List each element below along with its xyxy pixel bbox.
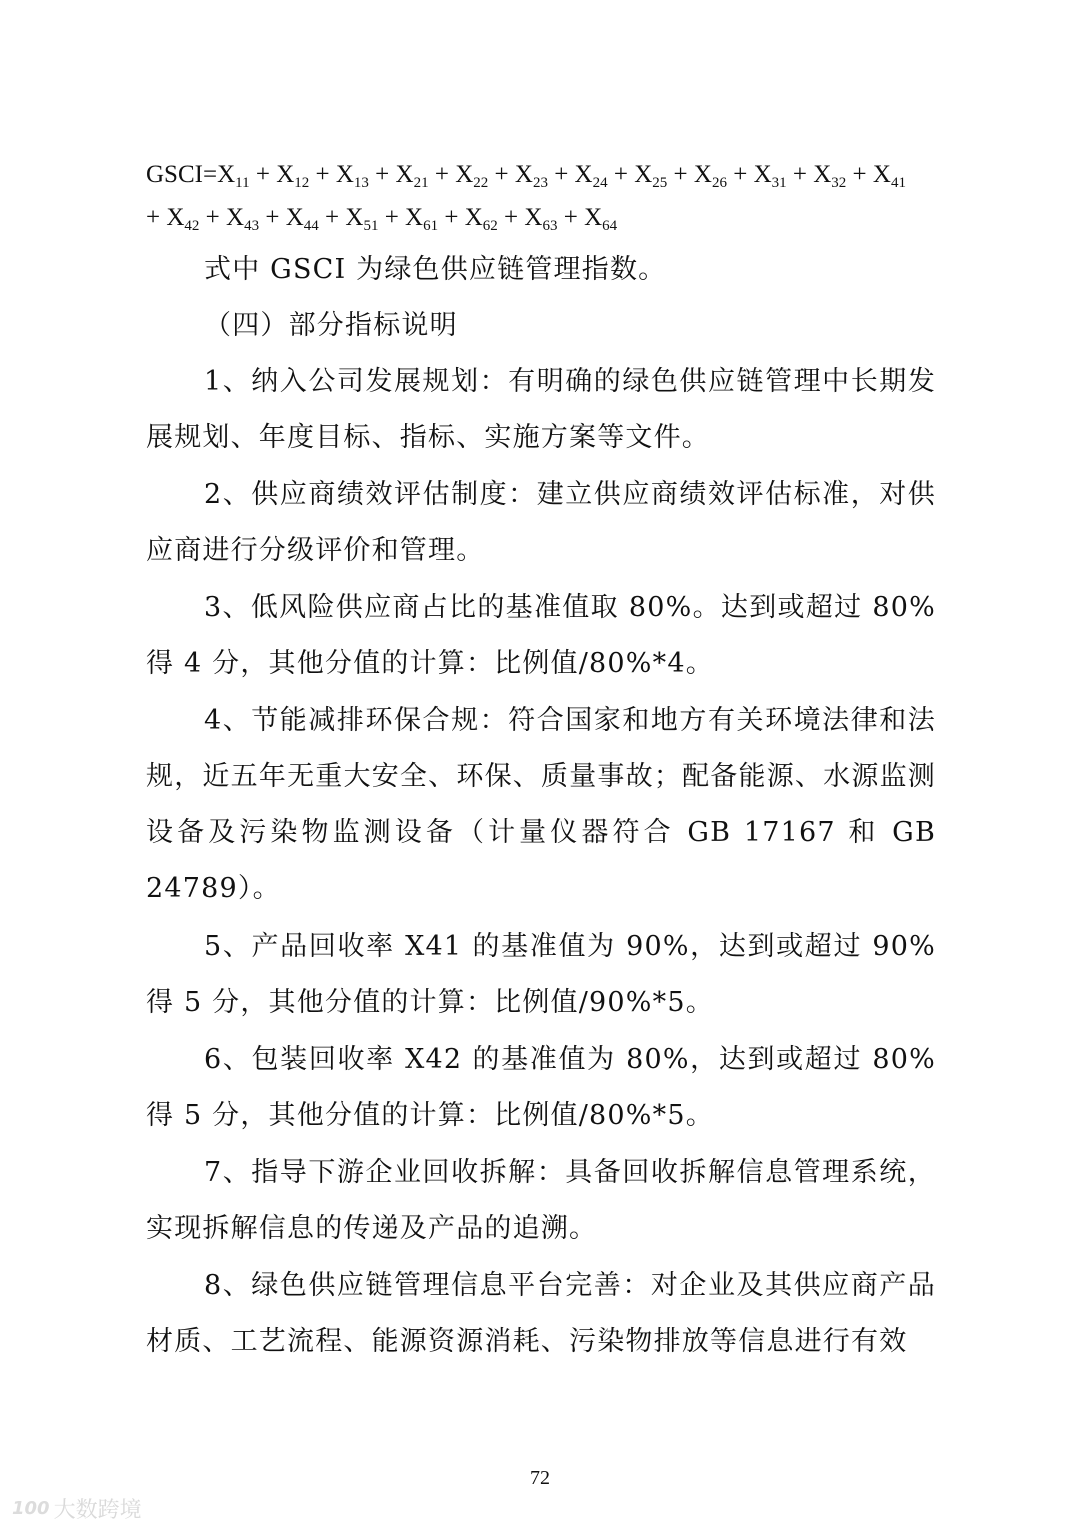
section-heading: （四）部分指标说明 xyxy=(204,310,458,341)
formula-note: 式中 GSCI 为绿色供应链管理指数。 xyxy=(204,254,667,285)
plus-operator: + xyxy=(497,204,525,231)
paragraph-item-5: 5、产品回收率 X41 的基准值为 90%，达到或超过 90%得 5 分，其他分值的计算：比例值/90%*5。 xyxy=(146,931,936,1018)
plus-operator: + xyxy=(378,204,406,231)
formula-term: $X_{12}$ xyxy=(276,161,310,191)
formula-term: $X_{13}$ xyxy=(335,161,369,191)
paragraph-item-6: 6、包装回收率 X42 的基准值为 80%，达到或超过 80%得 5 分，其他分值的计算：比例值/80%*5。 xyxy=(146,1044,936,1131)
formula-term: $X_{64}$ xyxy=(584,204,618,234)
watermark xyxy=(12,1493,142,1524)
formula-term: $X_{43}$ xyxy=(226,204,260,234)
formula-terms-2 xyxy=(146,204,618,234)
plus-operator: + xyxy=(726,161,754,188)
formula-lhs: GSCI= xyxy=(146,161,218,188)
plus-operator: + xyxy=(368,161,396,188)
paragraph-item-2: 2、供应商绩效评估制度：建立供应商绩效评估标准，对供应商进行分级评价和管理。 xyxy=(146,479,936,566)
watermark-text: 大数跨境 xyxy=(53,1498,142,1523)
paragraph-item-1: 1、纳入公司发展规划：有明确的绿色供应链管理中长期发展规划、年度目标、指标、实施方案等文件。 xyxy=(146,366,936,453)
formula-term: $X_{22}$ xyxy=(455,161,489,191)
formula-term: $X_{32}$ xyxy=(813,161,847,191)
plus-operator: + xyxy=(547,161,575,188)
plus-operator: + xyxy=(488,161,515,188)
formula-term: $X_{42}$ xyxy=(166,204,200,234)
formula-terms-1 xyxy=(217,161,906,191)
paragraph-item-8: 8、绿色供应链管理信息平台完善：对企业及其供应商产品材质、工艺流程、能源资源消耗、污染物排放等信息进行有效 xyxy=(146,1270,936,1357)
plus-operator: + xyxy=(786,161,814,188)
formula-term: $X_{24}$ xyxy=(574,161,608,191)
formula-term: $X_{62}$ xyxy=(464,204,498,234)
plus-operator: + xyxy=(557,204,585,231)
formula-term: $X_{61}$ xyxy=(405,204,439,234)
formula-term: $X_{44}$ xyxy=(285,204,319,234)
plus-operator: + xyxy=(438,204,465,231)
formula-line-1 xyxy=(146,160,906,198)
plus-operator: + xyxy=(309,161,336,188)
plus-operator: + xyxy=(607,161,635,188)
plus-operator: + xyxy=(249,161,277,188)
plus-operator: + xyxy=(259,204,286,231)
formula-term: $X_{31}$ xyxy=(753,161,787,191)
paragraph-item-3: 3、低风险供应商占比的基准值取 80%。达到或超过 80%得 4 分，其他分值的计算：比例值/80%*4。 xyxy=(146,592,936,679)
formula-term: $X_{11}$ xyxy=(217,161,250,191)
plus-operator: + xyxy=(318,204,346,231)
paragraph-item-4: 4、节能减排环保合规：符合国家和地方有关环境法律和法规，近五年无重大安全、环保、质量事故；配备能源、水源监测设备及污染物监测设备（计量仪器符合 GB 17167 和 GB 24789）。 xyxy=(146,705,936,904)
plus-operator: + xyxy=(846,161,873,188)
page-number: 72 xyxy=(530,1467,550,1489)
formula-term: $X_{23}$ xyxy=(514,161,548,191)
formula-term: $X_{25}$ xyxy=(634,161,668,191)
plus-operator: + xyxy=(428,161,456,188)
formula-line-2 xyxy=(146,203,617,241)
formula-term: $X_{41}$ xyxy=(872,161,906,191)
formula-term: $X_{51}$ xyxy=(345,204,379,234)
formula-term: $X_{63}$ xyxy=(524,204,558,234)
plus-operator: + xyxy=(199,204,227,231)
watermark-logo-icon: 100 xyxy=(12,1498,50,1519)
formula-term: $X_{26}$ xyxy=(693,161,727,191)
paragraph-item-7: 7、指导下游企业回收拆解：具备回收拆解信息管理系统，实现拆解信息的传递及产品的追溯。 xyxy=(146,1157,936,1244)
plus-operator: + xyxy=(667,161,694,188)
plus-operator: + xyxy=(146,204,167,231)
formula-term: $X_{21}$ xyxy=(395,161,429,191)
